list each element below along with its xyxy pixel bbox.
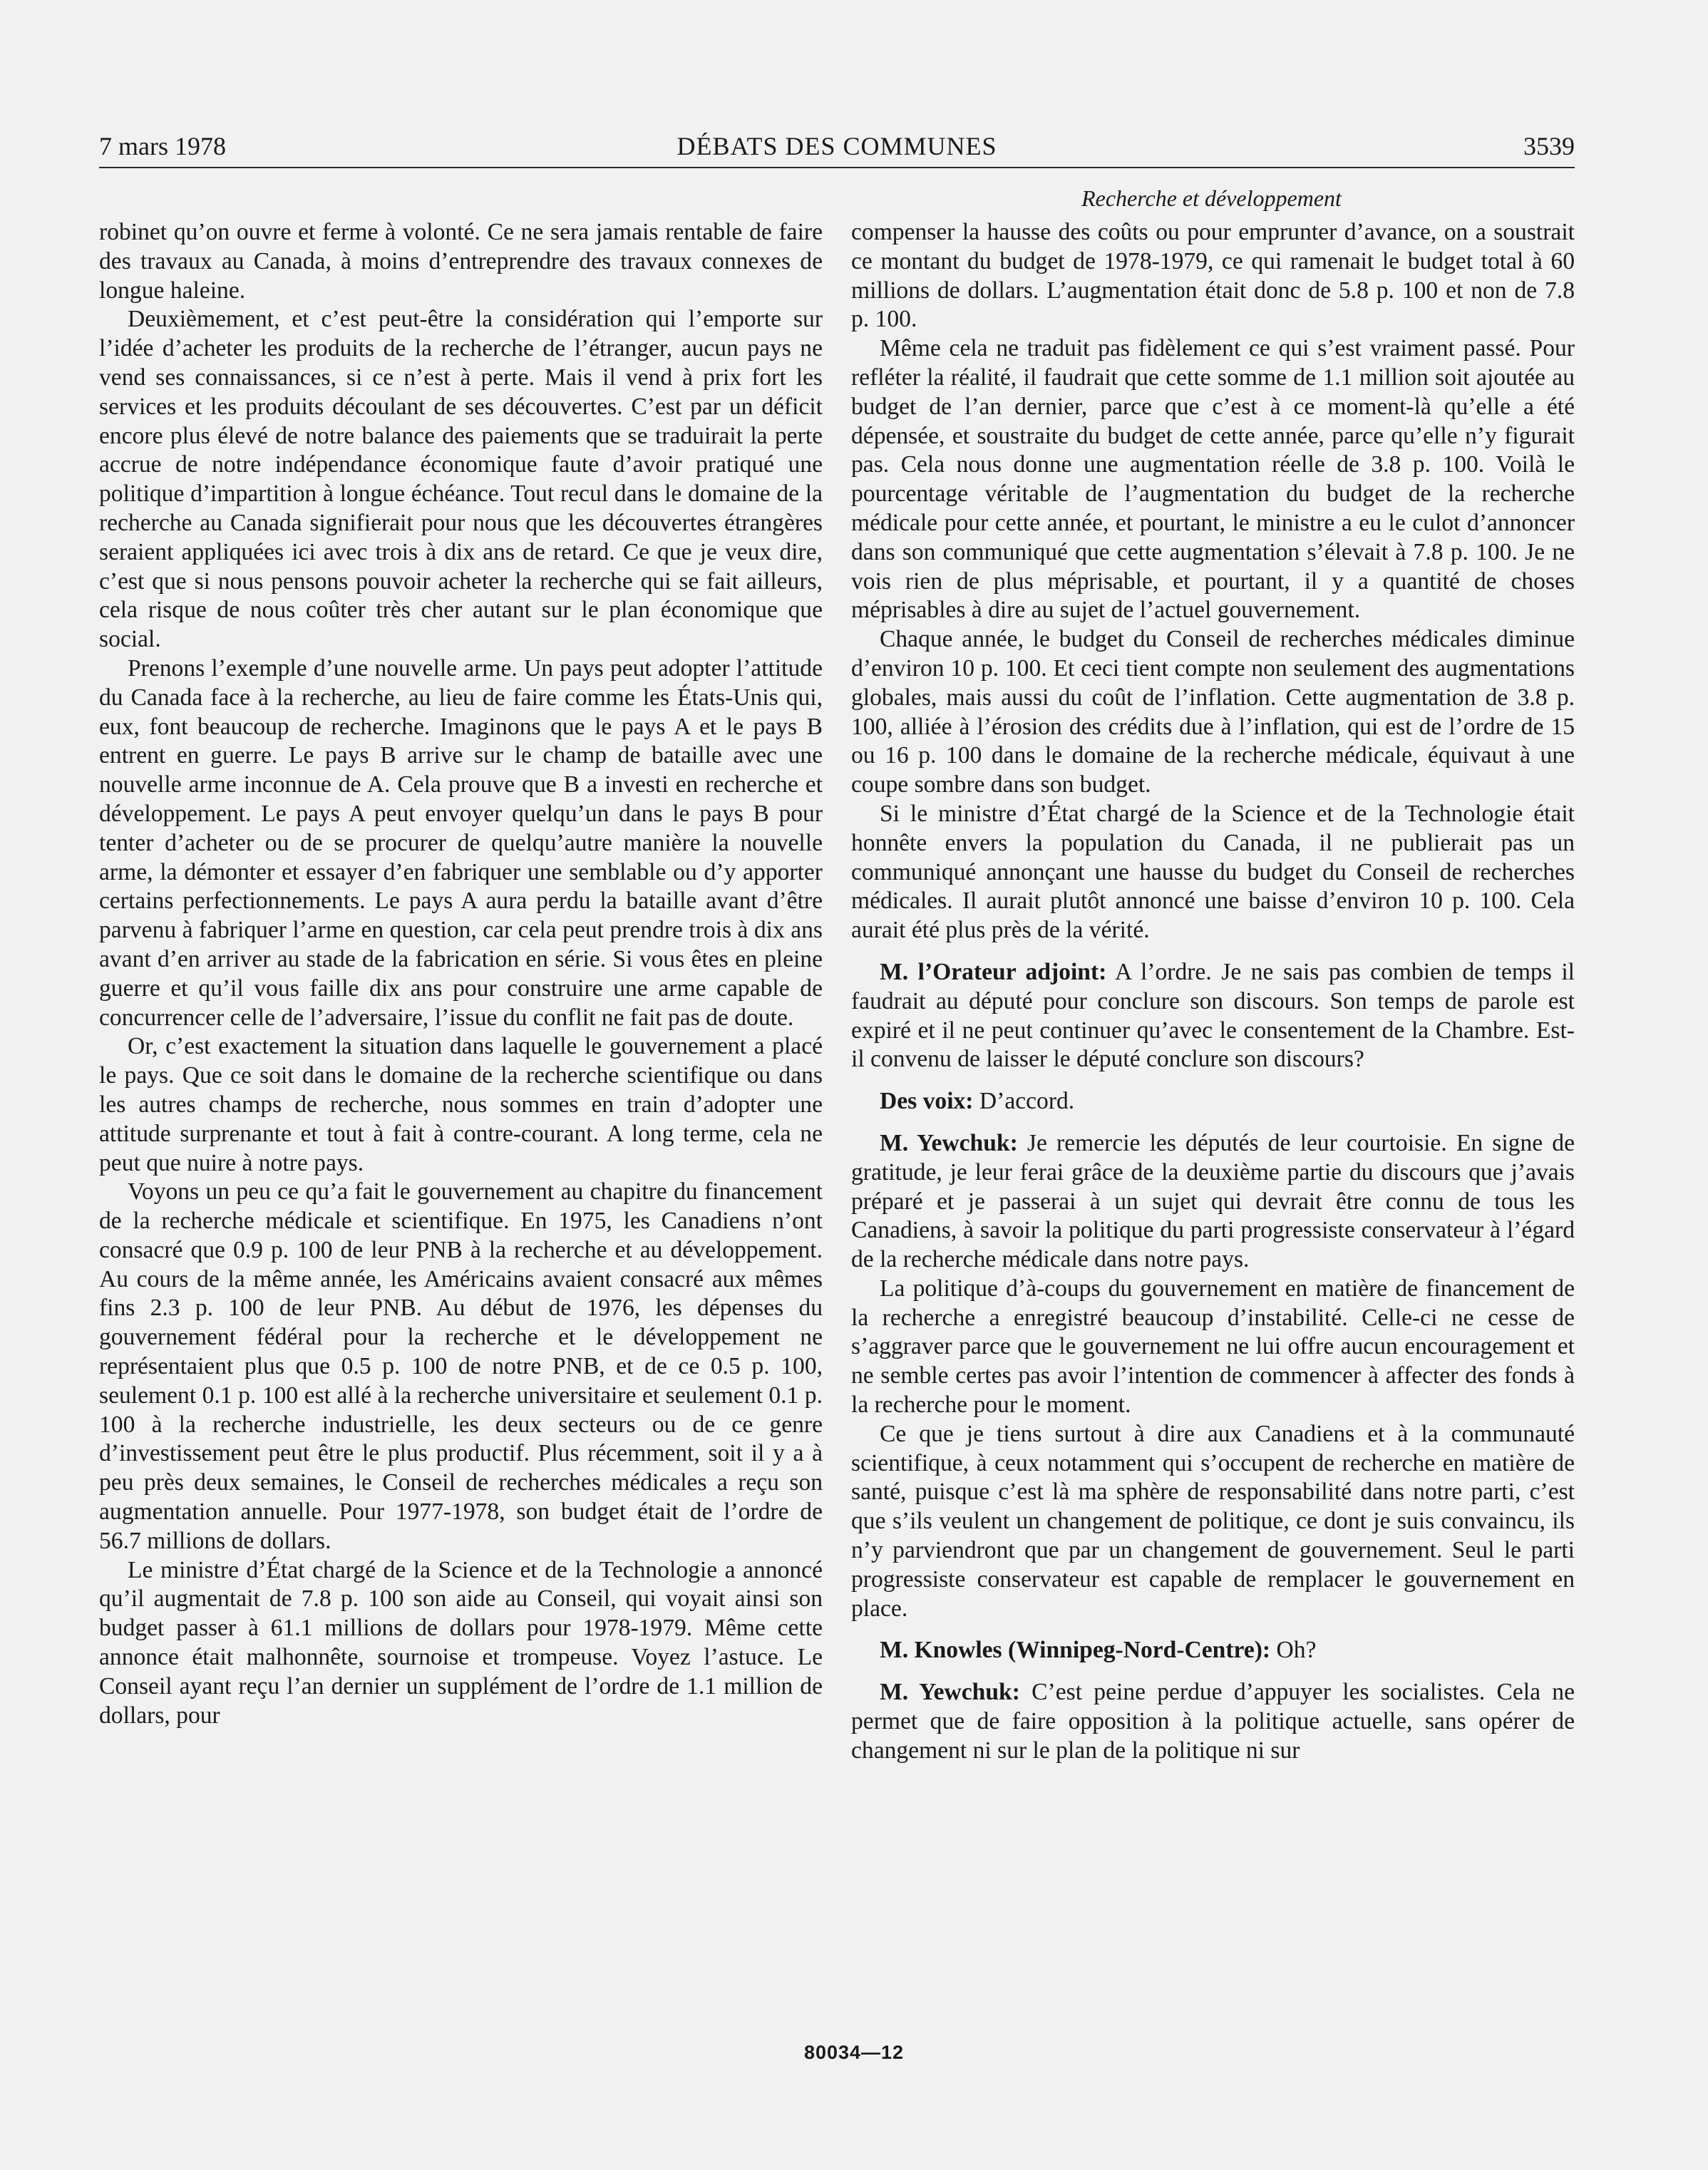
- speech-paragraph: [851, 958, 1575, 1074]
- paragraph: Prenons l’exemple d’une nouvelle arme. Un pays peut adopter l’attitude du Canada face à la recherche, au lieu de faire comme les États-Unis qui, eux, font beaucoup de recherche. Imaginons que le pays A et le pays B entrent en guerre. Le pays B arrive sur le champ de bataille avec une nouvelle arme inconnue de A. Cela prouve que B a investi en recherche et développement. Le pays A peut envoyer quelqu’un dans le pays B pour tenter d’acheter ou de se procurer de quelqu’autre manière la nouvelle arme, la démonter et essayer d’en fabriquer une semblable ou d’y apporter certains perfectionnements. Le pays A aura perdu la bataille avant d’être parvenu à fabriquer l’arme en question, car cela peut prendre trois à dix ans avant d’en arriver au stade de la fabrication en série. Si vous êtes en pleine guerre et qu’il vous faille dix ans pour construire une arme capable de concurrencer celle de l’adversaire, l’issue du conflit ne fait pas de doute.: [99, 654, 823, 1031]
- paragraph: [851, 218, 1575, 334]
- speech-text: Je remercie les députés de leur courtoisie. En signe de gratitude, je leur ferai grâce de la deuxième partie du discours que j’avais préparé et je passerai à un sujet qui devrait être connu de tous les Canadiens, à savoir la politique du parti progressiste conservateur à l’égard de la recherche médicale dans notre pays.: [851, 1129, 1575, 1273]
- speech-text: D’accord.: [979, 1088, 1075, 1115]
- speaker-name: M. l’Orateur adjoint:: [880, 958, 1107, 985]
- paragraph: [851, 800, 1575, 945]
- header-date: 7 mars 1978: [99, 132, 226, 160]
- paragraph-text: Chaque année, le budget du Conseil de recherches médicales diminue d’environ 10 p. 100. Et ceci tient compte non seulement des augmentations globales, mais aussi du coût de l’inflation. Cette augmentation de 3.8 p. 100, alliée à l’érosion des crédits due à l’inflation, qui est de l’ordre de 15 ou 16 p. 100 dans le domaine de la recherche médicale, équivaut à une coupe sombre dans son budget.: [851, 626, 1575, 798]
- speaker-name: M. Yewchuk:: [880, 1679, 1020, 1706]
- speech-paragraph: [851, 1129, 1575, 1275]
- speech-text: A l’ordre. Je ne sais pas combien de temps il faudrait au député pour conclure son discours. Son temps de parole est expiré et il ne peut continuer qu’avec le consentement de la Chambre. Est-il convenu de laisser le député conclure son discours?: [851, 958, 1575, 1073]
- header-rule: [99, 167, 1575, 168]
- speaker-name: M. Knowles (Winnipeg-Nord-Centre):: [880, 1637, 1271, 1664]
- speech-text: Oh?: [1276, 1637, 1317, 1664]
- paragraph: [851, 334, 1575, 625]
- paragraph-text: compenser la hausse des coûts ou pour emprunter d’avance, on a soustrait ce montant du budget de 1978-1979, ce qui ramenait le budget total à 60 millions de dollars. L’augmentation était donc de 5.8 p. 100 et non de 7.8 p. 100.: [851, 219, 1575, 333]
- right-column: [851, 218, 1575, 1965]
- paragraph: [851, 1275, 1575, 1420]
- paragraph: [851, 625, 1575, 800]
- paragraph-text: La politique d’à-coups du gouvernement en matière de financement de la recherche a enregistré beaucoup d’instabilité. Celle-ci ne cesse de s’aggraver parce que le gouvernement ne lui offre aucun encouragement et ne semble certes pas avoir l’intention de commencer à affecter des fonds à la recherche pour le moment.: [851, 1275, 1575, 1419]
- speaker-name: Des voix:: [880, 1088, 974, 1115]
- speech-text: C’est peine perdue d’appuyer les socialistes. Cela ne permet que de faire opposition à la politique actuelle, sans opérer de changement ni sur le plan de la politique ni sur: [851, 1679, 1575, 1764]
- header-page-number: 3539: [1523, 132, 1575, 160]
- paragraph-text: Si le ministre d’État chargé de la Science et de la Technologie était honnête envers la population du Canada, il ne publierait pas un communiqué annonçant une hausse du budget du Conseil de recherches médicales. Il aurait plutôt annoncé une baisse d’environ 10 p. 100. Cela aurait été plus près de la vérité.: [851, 800, 1575, 944]
- paragraph: Deuxièmement, et c’est peut-être la considération qui l’emporte sur l’idée d’acheter les produits de la recherche de l’étranger, aucun pays ne vend ses connaissances, si ce n’est à perte. Mais il vend à prix fort les services et les produits découlant de ses découvertes. C’est par un déficit encore plus élevé de notre balance des paiements que se traduirait la perte accrue de notre indépendance économique faute d’avoir pratiqué une politique d’impartition à longue échéance. Tout recul dans le domaine de la recherche au Canada signifierait pour nous que les découvertes étrangères seraient appliquées ici avec trois à dix ans de retard. Ce que je veux dire, c’est que si nous pensons pouvoir acheter la recherche qui se fait ailleurs, cela risque de nous coûter très cher autant sur le plan économique que social.: [99, 306, 823, 653]
- speech-paragraph: [851, 1087, 1575, 1116]
- footer-code: 80034—12: [803, 2042, 905, 2063]
- left-column: [99, 218, 823, 1965]
- running-head: [99, 127, 1575, 165]
- speech-paragraph: [851, 1636, 1575, 1665]
- speaker-name: M. Yewchuk:: [880, 1129, 1018, 1156]
- paragraph: [851, 1420, 1575, 1624]
- paragraph-text: Ce que je tiens surtout à dire aux Canadiens et à la communauté scientifique, à ceux notamment qui s’occupent de recherche en matière de santé, puisque c’est là ma sphère de responsabilité dans notre parti, c’est que s’ils veulent un changement de politique, ce dont je suis convaincu, ils n’y parviendront que par un changement de gouvernement. Seul le parti progressiste conservateur est capable de remplacer le gouvernement en place.: [851, 1420, 1575, 1622]
- paragraph: Or, c’est exactement la situation dans laquelle le gouvernement a placé le pays. Que ce soit dans le domaine de la recherche scientifique ou dans les autres champs de recherche, nous sommes en train d’adopter une attitude surprenante et tout à fait à contre-courant. A long terme, cela ne peut que nuire à notre pays.: [99, 1033, 823, 1176]
- paragraph: robinet qu’on ouvre et ferme à volonté. Ce ne sera jamais rentable de faire des travaux au Canada, à moins d’entreprendre des travaux connexes de longue haleine.: [99, 219, 823, 304]
- speech-paragraph: [851, 1678, 1575, 1765]
- header-title: DÉBATS DES COMMUNES: [676, 132, 997, 160]
- paragraph: Voyons un peu ce qu’a fait le gouvernement au chapitre du financement de la recherche médicale et scientifique. En 1975, les Canadiens n’ont consacré que 0.9 p. 100 de leur PNB à la recherche et au développement. Au cours de la même année, les Américains avaient consacré aux mêmes fins 2.3 p. 100 de leur PNB. Au début de 1976, les dépenses du gouvernement fédéral pour la recherche et le développement ne représentaient plus que 0.5 p. 100 de notre PNB, et de ce 0.5 p. 100, seulement 0.1 p. 100 est allé à la recherche universitaire et seulement 0.1 p. 100 à la recherche industrielle, les deux secteurs ou de ce genre d’investissement peut être le plus productif. Plus récemment, soit il y a à peu près deux semaines, le Conseil de recherches médicales a reçu son augmentation annuelle. Pour 1977-1978, son budget était de l’ordre de 56.7 millions de dollars.: [99, 1178, 823, 1554]
- paragraph: Le ministre d’État chargé de la Science et de la Technologie a annoncé qu’il augmentait de 7.8 p. 100 son aide au Conseil, qui voyait ainsi son budget passer à 61.1 millions de dollars pour 1978-1979. Même cette annonce était malhonnête, sournoise et trompeuse. Voyez l’astuce. Le Conseil ayant reçu l’an dernier un supplément de l’ordre de 1.1 million de dollars, pour: [99, 1556, 823, 1729]
- section-title: Recherche et développement: [1081, 185, 1342, 211]
- paragraph-text: Même cela ne traduit pas fidèlement ce qui s’est vraiment passé. Pour refléter la réalité, il faudrait que cette somme de 1.1 million soit ajoutée au budget de l’an dernier, parce que c’est à ce moment-là qu’elle a été dépensée, et soustraite du budget de cette année, parce qu’elle n’y figurait pas. Cela nous donne une augmentation réelle de 3.8 p. 100. Voilà le pourcentage véritable de l’augmentation du budget de la recherche médicale pour cette année, et pourtant, le ministre a eu le culot d’annoncer dans son communiqué que cette augmentation s’élevait à 7.8 p. 100. Je ne vois rien de plus méprisable, et pourtant, il y a quantité de choses méprisables à dire au sujet de l’actuel gouvernement.: [851, 335, 1575, 624]
